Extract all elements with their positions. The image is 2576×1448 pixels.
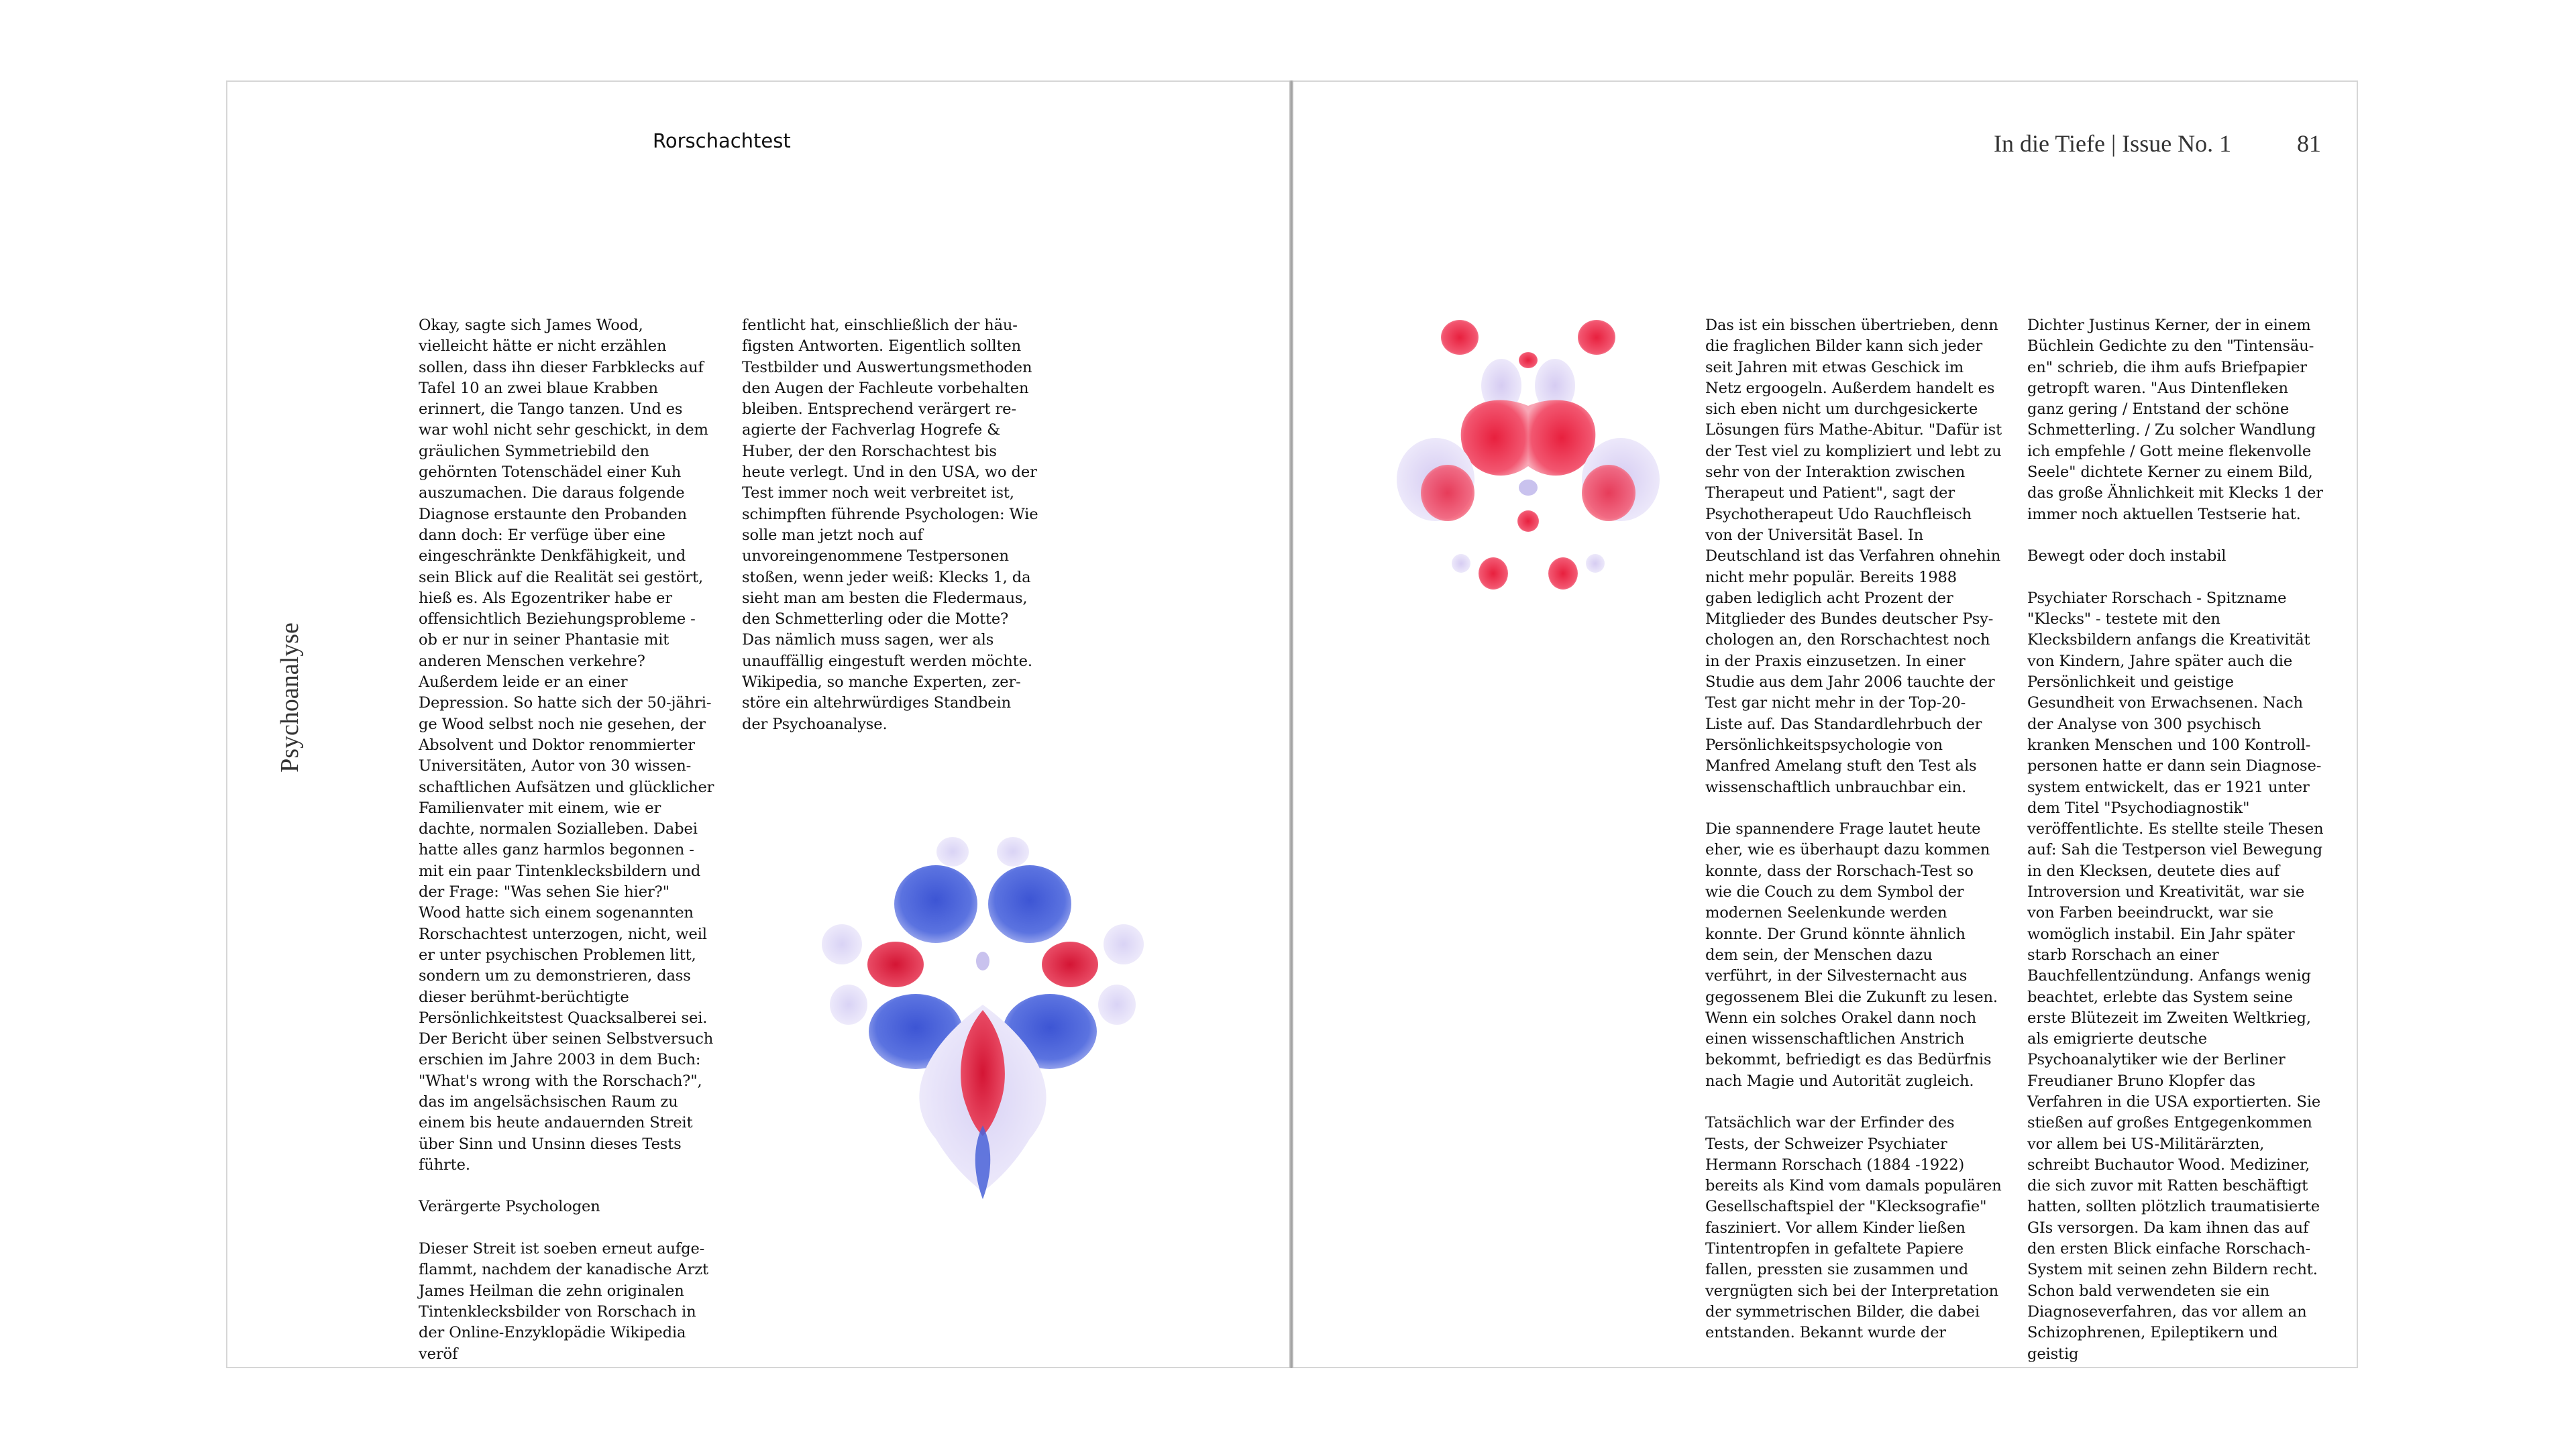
section-label: Psychoanalyse xyxy=(276,622,304,773)
running-head-right: In die Tiefe | Issue No. 1 xyxy=(1994,130,2232,157)
paragraph: Die spannendere Frage lautet heute eher, wie es überhaupt dazu kommen konnte, dass der Rorschach-Test so wie die Couch zu dem Symbol der modernen Seelenkunde werden konnte. Der Grund könnte ähnlich dem sein, der Menschen dazu verführt, in der Silvesternacht aus gegossenem Blei die Zukunft zu lesen. Wenn ein solches Orakel dann noch einen wissenschaftlichen Anstrich bekommt, befriedigt es das Bedürfnis nach Magie und Autorität zugleich. xyxy=(1705,820,1998,1090)
book-gutter xyxy=(1289,80,1293,1368)
paragraph: Tatsächlich war der Erfinder des Tests, der Schweizer Psychiater Hermann Rorschach (1884 -1922) bereits als Kind vom damals populären Gesellschaftspiel der "Klecksografie" fasziniert. Vor allem Kinder ließen Tintentropfen in gefaltete Papiere fallen, pressten sie zusammen und vergnügten sich bei der Interpretation der symmetrischen Bilder, die dabei entstanden. Bekannt wurde der xyxy=(1705,1114,2002,1342)
subheading: Bewegt oder doch instabil xyxy=(2027,547,2226,565)
inkblot-image-red-pink xyxy=(1394,312,1662,607)
paragraph: Das ist ein bisschen übertrieben, denn die fraglichen Bilder kann sich jeder seit Jahren mit etwas Geschick im Netz ergoogeln. Außerdem handelt es sich eben nicht um durchgesickerte Lösungen fürs Mathe-Abitur. "Dafür ist der Test viel zu kompliziert und lebt zu sehr von der Interaktion zwischen Therapeut und Patient", sagt der Psychotherapeut Udo Rauchfleisch von der Universität Basel. In Deutschland ist das Verfahren ohnehin nicht mehr populär. Bereits 1988 gaben lediglich acht Prozent der Mitglieder des Bundes deutscher Psychologen an, den Rorschachtest noch in der Praxis einzusetzen. In einer Studie aus dem Jahr 2006 tauchte der Test gar nicht mehr in der Top-20-Liste auf. Das Standardlehrbuch der Persönlichkeitspsychologie von Manfred Amelang stuft den Test als wissenschaftlich unbrauchbar ein. xyxy=(1705,317,2002,796)
paragraph: Okay, sagte sich James Wood, vielleicht hätte er nicht erzählen sollen, dass ihn dieser Farbklecks auf Tafel 10 an zwei blaue Krabben erinnert, die Tango tanzen. Und es war wohl nicht sehr geschickt, in dem gräulichen Symmetriebild den gehörnten Totenschädel einer Kuh auszumachen. Die daraus folgende Diagnose erstaunte den Probanden dann doch: Er verfüge über eine eingeschränkte Denkfähigkeit, und sein Blick auf die Realität sei gestört, hieß es. Als Egozentriker habe er offensichtlich Beziehungsprobleme - ob er nur in seiner Phantasie mit anderen Menschen verkehre? Außerdem leide er an einer Depression. So hatte sich der 50-jährige Wood selbst noch nie gesehen, der Absolvent und Doktor renommierter Universitäten, Autor von 30 wissenschaftlichen Aufsätzen und glücklicher Familienvater mit einem, wie er dachte, normalen Sozialleben. Dabei hatte alles ganz harmlos begonnen - mit ein paar Tintenklecksbildern und der Frage: "Was sehen Sie hier?" Wood hatte sich einem sogenannten Rorschachtest unterzogen, nicht, weil er unter psychischen Problemen litt, sondern um zu demonstrieren, dass dieser berühmt-berüchtigte Persönlichkeitstest Quacksalberei sei. Der Bericht über seinen Selbstversuch erschien im Jahre 2003 in dem Buch: "What's wrong with the Rorschach?", das im angelsächsischen Raum zu einem bis heute andauernden Streit über Sinn und Unsinn dieses Tests führte. xyxy=(419,317,714,1174)
paragraph: fentlicht hat, einschließlich der häufigsten Antworten. Eigentlich sollten Testbilder und Auswertungsmethoden den Augen der Fachleute vorbehalten bleiben. Entsprechend verärgert reagierte der Fachverlag Hogrefe & Huber, der den Rorschachtest bis heute verlegt. Und in den USA, wo der Test immer noch weit verbreitet ist, schimpften führende Psychologen: Wie solle man jetzt noch auf unvoreingenommene Testpersonen stoßen, wenn jeder weiß: Klecks 1, da sieht man am besten die Fledermaus, den Schmetterling oder die Motte? Das nämlich muss sagen, wer als unauffällig eingestuft werden möchte. Wikipedia, so manche Experten, zerstöre ein altehrwürdiges Standbein der Psychoanalyse. xyxy=(742,317,1038,733)
text-column-left-1 xyxy=(419,315,715,1365)
subheading: Verärgerte Psychologen xyxy=(419,1198,600,1216)
paragraph: Psychiater Rorschach - Spitzname "Klecks" - testete mit den Klecksbildern anfangs die Kreativität von Kindern, Jahre später auch die Persönlichkeit und geistige Gesundheit von Erwachsenen. Nach der Analyse von 300 psychisch kranken Menschen und 100 Kontrollpersonen hatte er dann sein Diagnosesystem entwickelt, das er 1921 unter dem Titel "Psychodiagnostik" veröffentlichte. Es stellte steile Thesen auf: Sah die Testperson viel Bewegung in den Klecksen, deutete dies auf Introversion und Kreativität, war sie von Farben beeindruckt, war sie womöglich instabil. Ein Jahr später starb Rorschach an einer Bauchfellentzündung. Anfangs wenig beachtet, erlebte das System seine erste Blütezeit im Zweiten Weltkrieg, als emigrierte deutsche Psychoanalytiker wie der Berliner Freudianer Bruno Klopfer das Verfahren in die USA exportierten. Sie stießen auf großes Entgegenkommen vor allem bei US-Militärärzten, schreibt Buchautor Wood. Mediziner, die sich zuvor mit Ratten beschäftigt hatten, sollten plötzlich traumatisierte GIs versorgen. Da kam ihnen das auf den ersten Blick einfache Rorschach-System mit seinen zehn Bildern recht. Schon bald verwendeten sie ein Diagnoseverfahren, das vor allem an Schizophrenen, Epileptikern und geistig xyxy=(2027,589,2324,1363)
text-column-right-2 xyxy=(2027,315,2324,1365)
running-head-left: Rorschachtest xyxy=(653,129,791,152)
paragraph: Dichter Justinus Kerner, der in einem Büchlein Gedichte zu den "Tintensäuen" schrieb, die ihm aufs Briefpapier getropft waren. "Aus Dintenfleken ganz gering / Entstand der schöne Schmetterling. / Zu solcher Wandlung ich empfehle / Gott meine flekenvolle Seele" dichtete Kerner zu einem Bild, das große Ähnlichkeit mit Klecks 1 der immer noch aktuellen Testserie hat. xyxy=(2027,317,2323,523)
page-number: 81 xyxy=(2297,130,2321,157)
paragraph: Dieser Streit ist soeben erneut aufgeflammt, nachdem der kanadische Arzt James Heilman die zehn originalen Tintenklecksbilder von Rorschach in der Online-Enzyklopädie Wikipedia veröf xyxy=(419,1240,708,1363)
text-column-right-1 xyxy=(1705,315,2002,1344)
text-column-left-2 xyxy=(742,315,1038,735)
inkblot-image-blue-red xyxy=(822,837,1144,1206)
